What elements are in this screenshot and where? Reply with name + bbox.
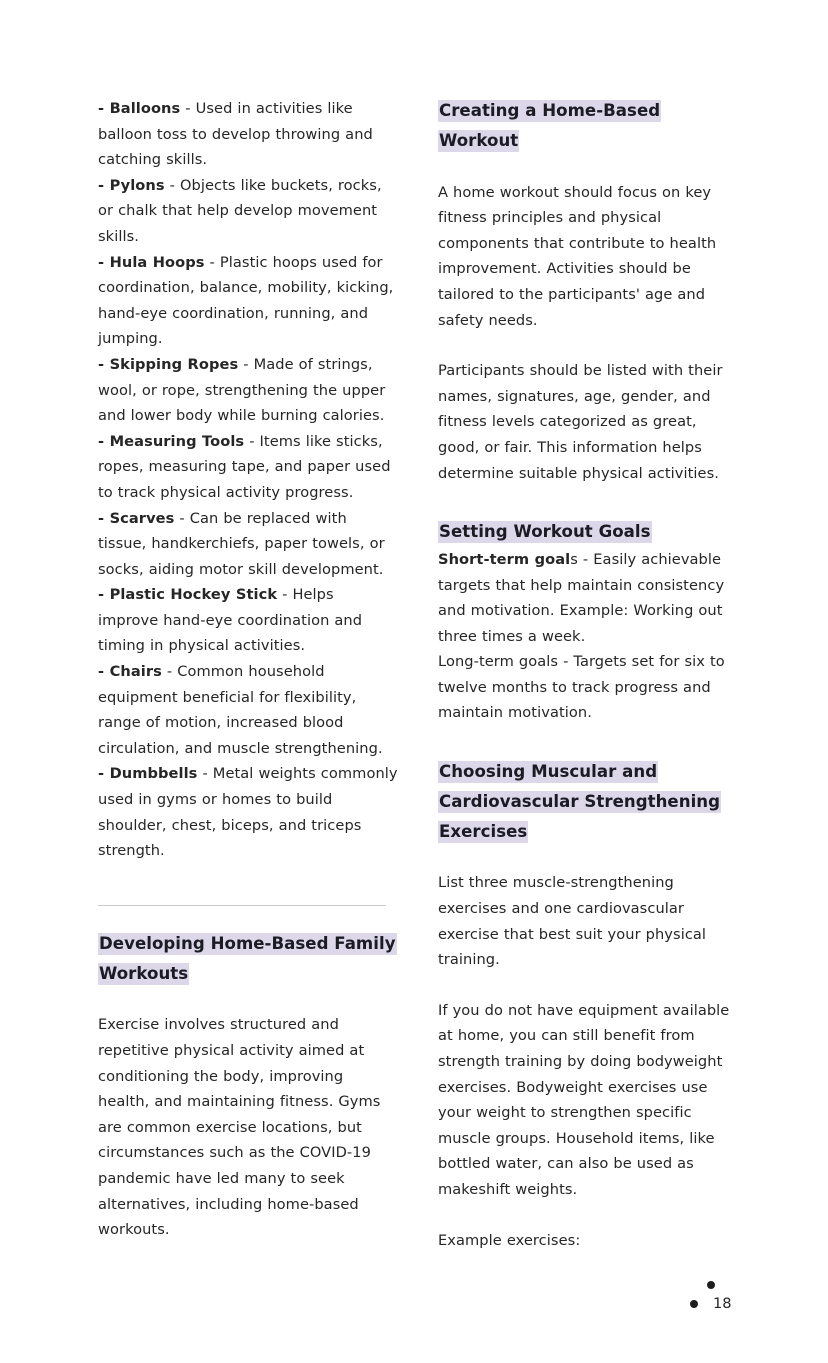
- bullet-dot-icon: [690, 1300, 698, 1308]
- list-item: [98, 506, 398, 583]
- list-item: [98, 352, 398, 429]
- right-column: [438, 96, 738, 1250]
- heading-highlight: Setting Workout Goals: [439, 522, 651, 542]
- short-term-goals-label: Short-term goal: [438, 550, 571, 568]
- list-item-description: - Plastic hoops used for coordination, balance, mobility, kicking, hand-eye coordination, running, and jumping.: [98, 253, 394, 348]
- heading-choosing-muscular-and-cardiovascular-strengthening-exercises: [438, 757, 738, 846]
- list-item-term: - Plastic Hockey Stick: [98, 586, 278, 604]
- heading-developing-home-based-family-workouts: [98, 929, 398, 989]
- spacer: [438, 726, 738, 757]
- paragraph-participants-listing: Participants should be listed with their names, signatures, age, gender, and fitness levels categorized as great, good, or fair. This information helps determine suitable physical activities.: [438, 362, 723, 482]
- left-column: [98, 96, 398, 1250]
- paragraph-bodyweight-exercises: If you do not have equipment available at home, you can still benefit from strength training by doing bodyweight exercises. Bodyweight exercises use your weight to strengthen specific muscle groups. Household items, like bottled water, can also be used as makeshift weights.: [438, 1001, 730, 1198]
- spacer: [438, 1203, 738, 1228]
- list-item: [98, 173, 398, 250]
- paragraph-example-exercises-label: Example exercises:: [438, 1231, 581, 1249]
- list-item-description: - Items like sticks, ropes, measuring tape, and paper used to track physical activity progress.: [98, 432, 391, 501]
- list-item-description: - Can be replaced with tissue, handkerchiefs, paper towels, or socks, aiding motor skill development.: [98, 509, 385, 578]
- list-item: [98, 659, 398, 761]
- spacer: [438, 486, 738, 517]
- list-item: [98, 761, 398, 863]
- list-item-description: - Common household equipment beneficial for flexibility, range of motion, increased blood circulation, and muscle strengthening.: [98, 663, 383, 757]
- list-item-term: - Dumbbells: [98, 765, 198, 783]
- heading-highlight: Creating a Home-Based Workout: [439, 101, 661, 150]
- spacer: [438, 156, 738, 180]
- list-item: [98, 582, 398, 659]
- list-item-term: - Hula Hoops: [98, 253, 205, 271]
- short-term-goals-text: s - Easily achievable targets that help maintain consistency and motivation. Example: Working out three times a week.: [438, 550, 725, 645]
- spacer: [438, 333, 738, 358]
- heading-creating-a-home-based-workout: [438, 96, 738, 156]
- list-item: [98, 250, 398, 352]
- list-item-description: - Objects like buckets, rocks, or chalk that help develop movement skills.: [98, 176, 382, 245]
- paragraph-list-exercises-task: List three muscle-strengthening exercises and one cardiovascular exercise that best suit your physical training.: [438, 874, 707, 969]
- paragraph-exercise-definition: Exercise involves structured and repetitive physical activity aimed at conditioning the body, improving health, and maintaining fitness. Gyms are common exercise locations, but circumstances such as the COVID-19 pandemic have led many to seek alternatives, including home-based workouts.: [98, 1016, 381, 1239]
- list-item-description: - Made of strings, wool, or rope, strengthening the upper and lower body while burning calories.: [98, 355, 386, 425]
- paragraph-short-term-goals: [438, 547, 738, 649]
- spacer: [98, 906, 398, 929]
- heading-highlight: Choosing Muscular and Cardiovascular Strengthening Exercises: [439, 762, 721, 841]
- list-item-description: - Metal weights commonly used in gyms or homes to build shoulder, chest, biceps, and triceps strength.: [98, 765, 398, 860]
- list-item-term: - Pylons: [98, 176, 165, 194]
- heading-setting-workout-goals: [438, 517, 738, 547]
- list-item: [98, 429, 398, 506]
- list-item-term: - Skipping Ropes: [98, 355, 239, 373]
- spacer: [438, 973, 738, 998]
- list-item: [98, 96, 398, 173]
- spacer: [98, 988, 398, 1012]
- heading-highlight: Developing Home-Based Family Workouts: [99, 933, 396, 983]
- paragraph-home-workout-principles: A home workout should focus on key fitness principles and physical components that contribute to health improvement. Activities should be tailored to the participants' age and safety needs.: [438, 183, 717, 329]
- list-item-term: - Chairs: [98, 663, 162, 681]
- spacer: [98, 864, 398, 905]
- bullet-dot-icon: [707, 1281, 715, 1289]
- spacer: [438, 846, 738, 870]
- paragraph-long-term-goals: Long-term goals - Targets set for six to twelve months to track progress and maintain motivation.: [438, 653, 725, 722]
- list-item-term: - Balloons: [98, 100, 181, 117]
- list-item-description: - Used in activities like balloon toss to develop throwing and catching skills.: [98, 100, 373, 169]
- list-item-description: - Helps improve hand-eye coordination and timing in physical activities.: [98, 586, 363, 655]
- page-number: 18: [713, 1295, 732, 1312]
- list-item-term: - Scarves: [98, 509, 175, 527]
- list-item-term: - Measuring Tools: [98, 432, 245, 450]
